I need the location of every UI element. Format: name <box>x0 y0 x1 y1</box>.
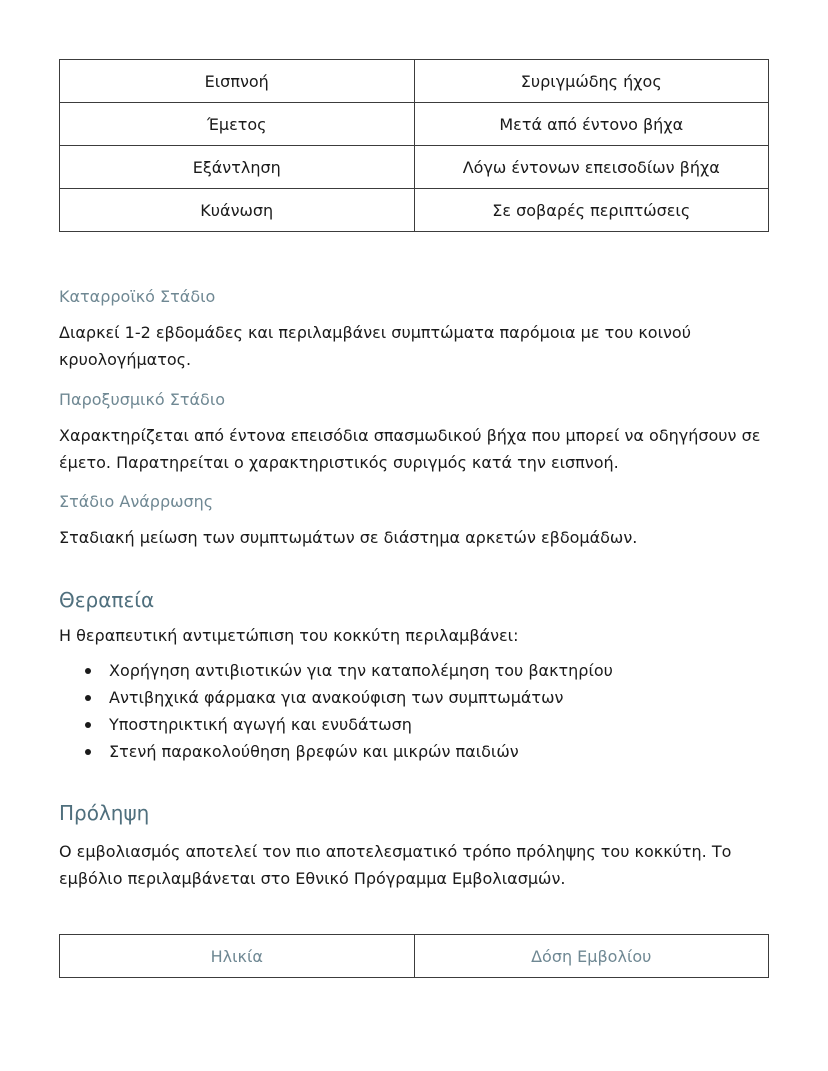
therapy-heading: Θεραπεία <box>59 588 155 612</box>
prevention-heading: Πρόληψη <box>59 801 150 825</box>
list-item-text: Αντιβηχικά φάρμακα για ανακούφιση των συμπτωμάτων <box>109 688 564 707</box>
table-cell: Συριγμώδης ήχος <box>414 60 769 103</box>
list-item <box>59 657 779 684</box>
table-header-age: Ηλικία <box>60 935 415 978</box>
vaccine-table <box>59 934 769 978</box>
bullet-dot-icon <box>85 749 91 755</box>
list-item-text: Υποστηρικτική αγωγή και ενυδάτωση <box>109 715 412 734</box>
table-row <box>60 189 769 232</box>
table-header-row <box>60 935 769 978</box>
list-item <box>59 711 779 738</box>
table-cell: Μετά από έντονο βήχα <box>414 103 769 146</box>
bullet-dot-icon <box>85 668 91 674</box>
list-item-text: Χορήγηση αντιβιοτικών για την καταπολέμηση του βακτηρίου <box>109 661 613 680</box>
table-cell: Κυάνωση <box>60 189 415 232</box>
list-item <box>59 684 779 711</box>
table-row <box>60 60 769 103</box>
list-item-text: Στενή παρακολούθηση βρεφών και μικρών παιδιών <box>109 742 519 761</box>
table-row <box>60 146 769 189</box>
list-item <box>59 738 779 765</box>
table-row <box>60 103 769 146</box>
stage-text-recovery: Σταδιακή μείωση των συμπτωμάτων σε διάστημα αρκετών εβδομάδων. <box>59 528 638 547</box>
stage-title-paroxysmal: Παροξυσμικό Στάδιο <box>59 390 226 409</box>
stage-text-catarrhal: Διαρκεί 1-2 εβδομάδες και περιλαμβάνει συμπτώματα παρόμοια με του κοινού κρυολογήματος. <box>59 323 691 369</box>
table-header-dose: Δόση Εμβολίου <box>414 935 769 978</box>
bullet-dot-icon <box>85 722 91 728</box>
prevention-text: Ο εμβολιασμός αποτελεί τον πιο αποτελεσματικό τρόπο πρόληψης του κοκκύτη. Το εμβόλιο περιλαμβάνεται στο Εθνικό Πρόγραμμα Εμβολιασμών. <box>59 842 732 888</box>
stage-title-catarrhal: Καταρροϊκό Στάδιο <box>59 287 216 306</box>
stage-text-paroxysmal: Χαρακτηρίζεται από έντονα επεισόδια σπασμωδικού βήχα που μπορεί να οδηγήσουν σε έμετο. Παρατηρείται ο χαρακτηριστικός συριγμός κατά την εισπνοή. <box>59 426 761 472</box>
table-cell: Εισπνοή <box>60 60 415 103</box>
table-cell: Εξάντληση <box>60 146 415 189</box>
therapy-list <box>59 657 779 765</box>
symptoms-table <box>59 59 769 232</box>
table-cell: Λόγω έντονων επεισοδίων βήχα <box>414 146 769 189</box>
table-cell: Έμετος <box>60 103 415 146</box>
bullet-dot-icon <box>85 695 91 701</box>
stage-title-recovery: Στάδιο Ανάρρωσης <box>59 492 214 511</box>
therapy-intro: Η θεραπευτική αντιμετώπιση του κοκκύτη περιλαμβάνει: <box>59 626 519 645</box>
table-cell: Σε σοβαρές περιπτώσεις <box>414 189 769 232</box>
